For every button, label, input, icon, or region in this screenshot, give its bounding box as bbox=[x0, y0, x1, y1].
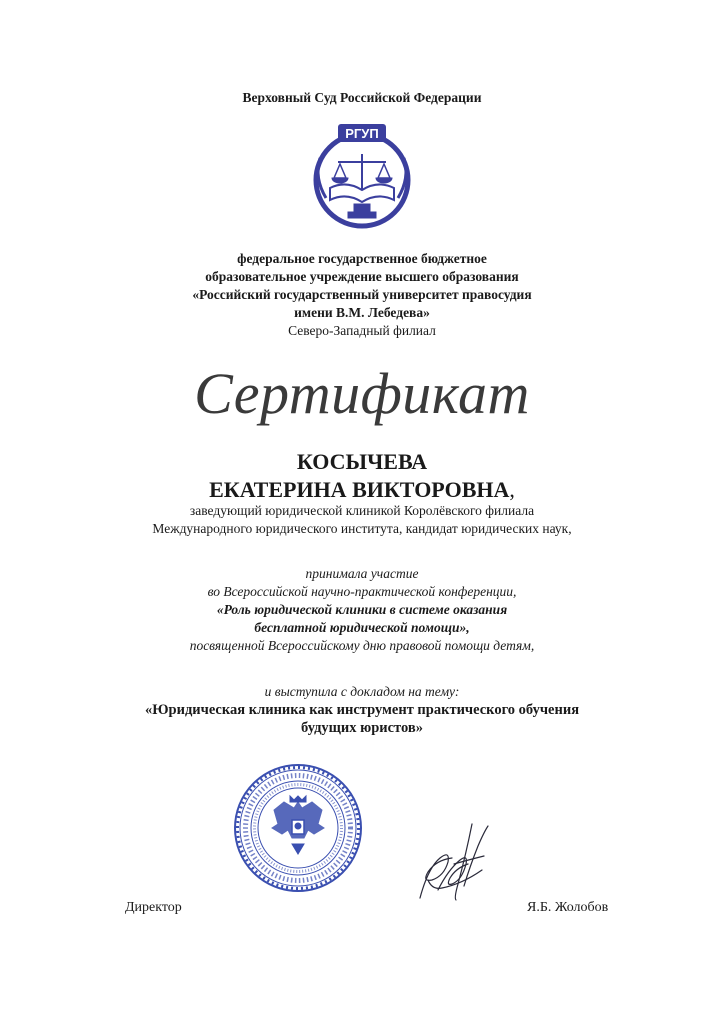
participation-line-1: принимала участие bbox=[305, 566, 419, 581]
participation-line-2: во Всероссийской научно-практической конференции, bbox=[207, 584, 517, 599]
position-line-1: заведующий юридической клиникой Королёвского филиала bbox=[189, 503, 535, 518]
position-line-2: Международного юридического института, кандидат юридических наук, bbox=[152, 521, 572, 536]
signatory-name: Я.Б. Жолобов bbox=[527, 900, 609, 915]
report-topic-line-1: «Юридическая клиника как инструмент практического обучения bbox=[144, 702, 580, 718]
university-line-2: образовательное учреждение высшего образования bbox=[205, 269, 519, 284]
official-seal-icon bbox=[232, 762, 364, 894]
recipient-given-names: ЕКАТЕРИНА ВИКТОРОВНА bbox=[209, 477, 510, 502]
participation-block bbox=[0, 565, 724, 655]
recipient-position bbox=[0, 502, 724, 538]
university-line-4: имени В.М. Лебедева» bbox=[294, 305, 430, 320]
university-line-3: «Российский государственный университет правосудия bbox=[192, 287, 532, 302]
recipient-surname: КОСЫЧЕВА bbox=[296, 449, 428, 474]
branch-name: Северо-Западный филиал bbox=[288, 323, 436, 338]
recipient-comma: , bbox=[509, 477, 515, 502]
university-block bbox=[0, 250, 724, 340]
participation-line-5: посвященной Всероссийскому дню правовой помощи детям, bbox=[189, 638, 535, 653]
rgup-logo-icon bbox=[304, 118, 420, 232]
report-block bbox=[0, 683, 724, 737]
conference-title-line-2: бесплатной юридической помощи», bbox=[254, 620, 470, 635]
conference-title-line-1: «Роль юридической клиники в системе оказания bbox=[216, 602, 508, 617]
court-name: Верховный Суд Российской Федерации bbox=[242, 90, 482, 105]
logo-text: РГУП bbox=[345, 126, 379, 141]
report-topic-line-2: будущих юристов» bbox=[301, 720, 423, 736]
report-intro: и выступила с докладом на тему: bbox=[264, 684, 460, 699]
signatory-role: Директор bbox=[125, 900, 182, 915]
university-line-1: федеральное государственное бюджетное bbox=[237, 251, 487, 266]
handwritten-signature-icon bbox=[408, 820, 508, 906]
recipient-name bbox=[0, 448, 724, 504]
certificate-title: Сертификат bbox=[194, 361, 530, 426]
